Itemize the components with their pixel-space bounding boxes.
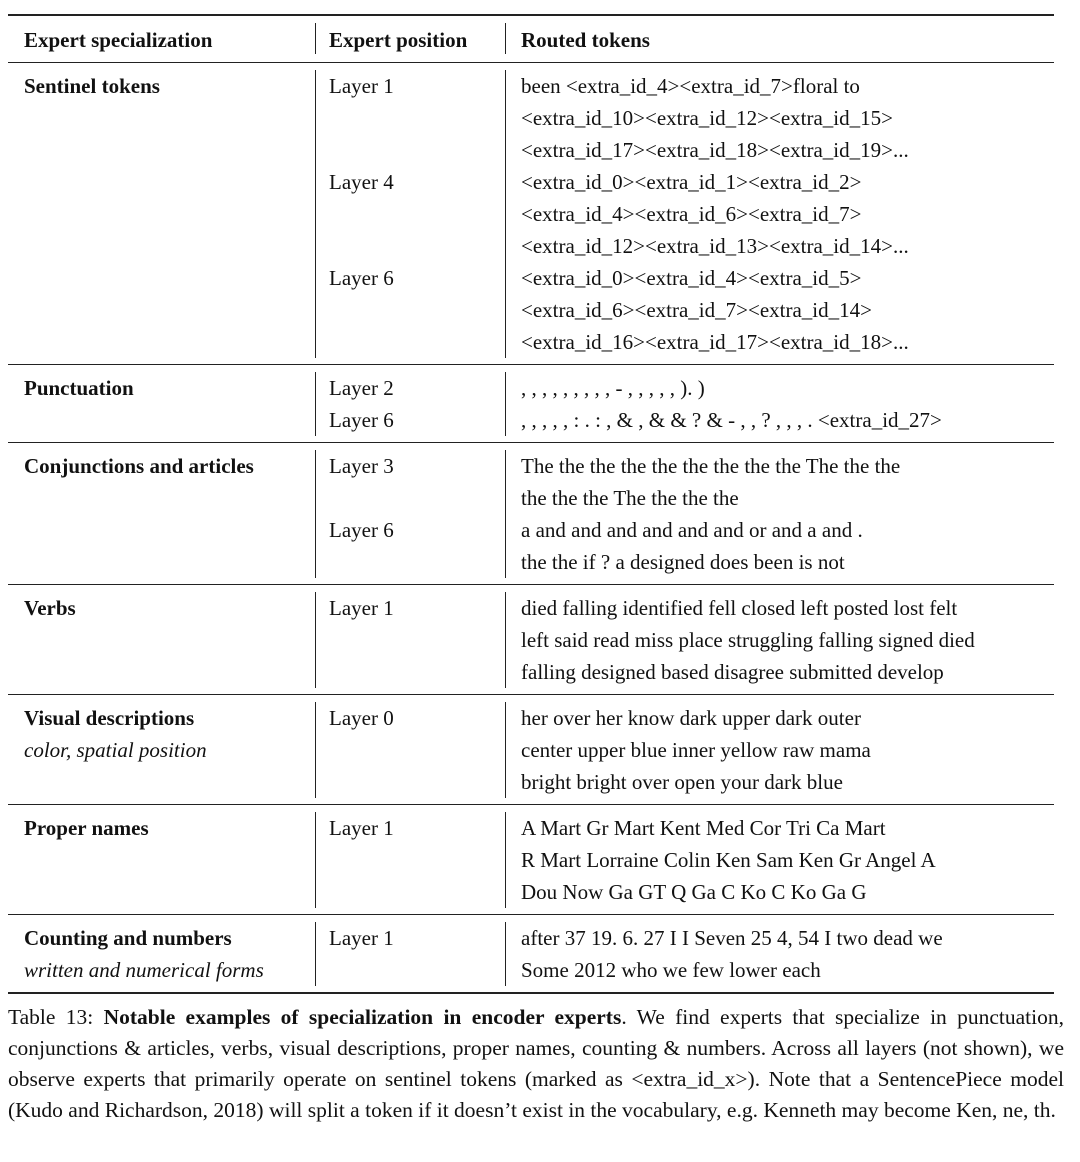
table-row	[8, 915, 1054, 992]
position-cell	[315, 695, 505, 804]
category-label: Visual descriptions	[24, 706, 195, 730]
position-cell	[315, 365, 505, 442]
column-divider	[315, 23, 316, 54]
table-row	[8, 585, 1054, 695]
layer-label: Layer 0	[329, 706, 394, 730]
specialization-cell	[8, 365, 315, 442]
table-row	[8, 805, 1054, 915]
specialization-cell	[8, 443, 315, 584]
header-routed-tokens: Routed tokens	[521, 28, 650, 52]
table-row	[8, 63, 1054, 365]
column-divider	[315, 922, 316, 986]
routed-tokens-line: R Mart Lorraine Colin Ken Sam Ken Gr Angel A	[521, 848, 936, 872]
layer-label: Layer 1	[329, 74, 394, 98]
table-caption	[8, 1002, 1064, 1126]
routed-tokens-line: bright bright over open your dark blue	[521, 770, 843, 794]
layer-label: Layer 1	[329, 596, 394, 620]
position-cell	[315, 915, 505, 992]
column-divider	[315, 372, 316, 436]
layer-label: Layer 1	[329, 816, 394, 840]
column-divider	[315, 450, 316, 578]
routed-tokens-line: Dou Now Ga GT Q Ga C Ko C Ko Ga G	[521, 880, 867, 904]
layer-spacer	[329, 198, 505, 230]
column-divider	[315, 70, 316, 358]
routed-tokens-line: <extra_id_4><extra_id_6><extra_id_7>	[521, 202, 862, 226]
column-divider	[505, 70, 506, 358]
column-divider	[505, 372, 506, 436]
column-divider	[505, 592, 506, 688]
column-divider	[315, 812, 316, 908]
category-label: Verbs	[24, 596, 76, 620]
layer-label: Layer 6	[329, 518, 394, 542]
specialization-cell	[8, 915, 315, 992]
table-row	[8, 443, 1054, 585]
layer-label: Layer 4	[329, 170, 394, 194]
tokens-cell	[505, 805, 1054, 914]
tokens-cell	[505, 695, 1054, 804]
column-divider	[315, 592, 316, 688]
caption-title: Notable examples of specialization in encoder experts	[103, 1005, 622, 1029]
tokens-cell	[505, 63, 1054, 364]
category-subtitle: written and numerical forms	[24, 958, 264, 982]
category-subtitle: color, spatial position	[24, 738, 207, 762]
layer-label: Layer 6	[329, 408, 394, 432]
layer-spacer	[329, 624, 505, 656]
table-header-row	[8, 16, 1054, 63]
routed-tokens-line: , , , , , : . : , & , & & ? & - , , ? , , , . <extra_id_27>	[521, 408, 942, 432]
routed-tokens-line: been <extra_id_4><extra_id_7>floral to	[521, 74, 860, 98]
layer-label: Layer 2	[329, 376, 394, 400]
layer-spacer	[329, 482, 505, 514]
position-cell	[315, 443, 505, 584]
routed-tokens-line: <extra_id_0><extra_id_1><extra_id_2>	[521, 170, 862, 194]
routed-tokens-line: <extra_id_16><extra_id_17><extra_id_18>...	[521, 330, 909, 354]
header-expert-position: Expert position	[329, 28, 468, 52]
routed-tokens-line: her over her know dark upper dark outer	[521, 706, 861, 730]
position-cell	[315, 585, 505, 694]
routed-tokens-line: <extra_id_6><extra_id_7><extra_id_14>	[521, 298, 872, 322]
specialization-table	[8, 14, 1054, 994]
position-cell	[315, 805, 505, 914]
layer-spacer	[329, 294, 505, 326]
layer-spacer	[329, 766, 505, 798]
routed-tokens-line: the the the The the the the	[521, 486, 739, 510]
category-label: Conjunctions and articles	[24, 454, 254, 478]
layer-spacer	[329, 102, 505, 134]
tokens-cell	[505, 365, 1054, 442]
table-row	[8, 365, 1054, 443]
column-divider	[505, 922, 506, 986]
layer-spacer	[329, 844, 505, 876]
specialization-cell	[8, 805, 315, 914]
category-label: Proper names	[24, 816, 149, 840]
routed-tokens-line: left said read miss place struggling falling signed died	[521, 628, 975, 652]
column-divider	[505, 812, 506, 908]
layer-spacer	[329, 326, 505, 358]
routed-tokens-line: The the the the the the the the the The the the	[521, 454, 901, 478]
layer-spacer	[329, 546, 505, 578]
routed-tokens-line: a and and and and and and or and a and .	[521, 518, 863, 542]
routed-tokens-line: after 37 19. 6. 27 I I Seven 25 4, 54 I two dead we	[521, 926, 943, 950]
column-divider	[505, 23, 506, 54]
category-label: Counting and numbers	[24, 926, 232, 950]
layer-spacer	[329, 876, 505, 908]
routed-tokens-line: <extra_id_17><extra_id_18><extra_id_19>...	[521, 138, 909, 162]
layer-spacer	[329, 954, 505, 986]
specialization-cell	[8, 585, 315, 694]
category-label: Sentinel tokens	[24, 74, 160, 98]
layer-spacer	[329, 656, 505, 688]
routed-tokens-line: Some 2012 who we few lower each	[521, 958, 821, 982]
routed-tokens-line: <extra_id_12><extra_id_13><extra_id_14>...	[521, 234, 909, 258]
routed-tokens-line: <extra_id_10><extra_id_12><extra_id_15>	[521, 106, 893, 130]
column-divider	[505, 702, 506, 798]
layer-spacer	[329, 230, 505, 262]
column-divider	[505, 450, 506, 578]
routed-tokens-line: <extra_id_0><extra_id_4><extra_id_5>	[521, 266, 862, 290]
layer-label: Layer 1	[329, 926, 394, 950]
layer-label: Layer 6	[329, 266, 394, 290]
routed-tokens-line: A Mart Gr Mart Kent Med Cor Tri Ca Mart	[521, 816, 886, 840]
header-expert-specialization: Expert specialization	[24, 28, 213, 52]
specialization-cell	[8, 63, 315, 364]
layer-spacer	[329, 134, 505, 166]
caption-text: . We find experts that specialize in punctuation, conjunctions & articles, verbs, visual descriptions, proper names, counting & numbers. Across all layers (not shown), we observe experts that primarily operate on sentinel tokens (marked as <extra_id_x>). Note that a SentencePiece model (Kudo and Richardson, 2018) will split a token if it doesn’t exist in the vocabulary, e.g. Kenneth may become Ken, ne, th.	[8, 1005, 1064, 1122]
table-body	[8, 63, 1054, 992]
routed-tokens-line: the the if ? a designed does been is not	[521, 550, 845, 574]
routed-tokens-line: center upper blue inner yellow raw mama	[521, 738, 871, 762]
layer-spacer	[329, 734, 505, 766]
category-label: Punctuation	[24, 376, 134, 400]
routed-tokens-line: , , , , , , , , , - , , , , , ). )	[521, 376, 705, 400]
column-divider	[315, 702, 316, 798]
position-cell	[315, 63, 505, 364]
routed-tokens-line: falling designed based disagree submitted develop	[521, 660, 944, 684]
routed-tokens-line: died falling identified fell closed left posted lost felt	[521, 596, 958, 620]
layer-label: Layer 3	[329, 454, 394, 478]
specialization-cell	[8, 695, 315, 804]
tokens-cell	[505, 915, 1054, 992]
tokens-cell	[505, 443, 1054, 584]
caption-label: Table 13:	[8, 1005, 94, 1029]
table-row	[8, 695, 1054, 805]
tokens-cell	[505, 585, 1054, 694]
